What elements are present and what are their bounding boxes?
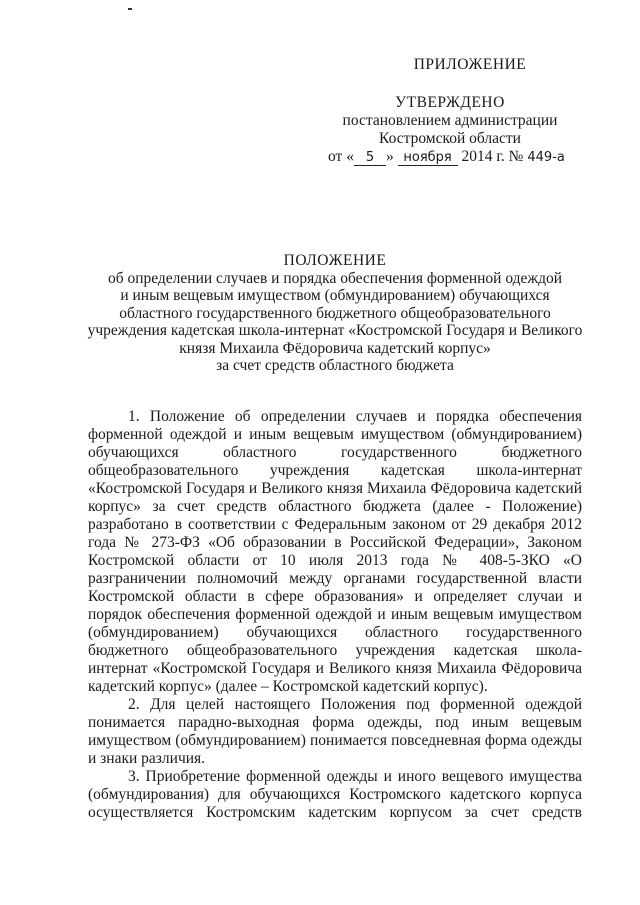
date-mid: » (385, 148, 394, 165)
document-title-block (70, 252, 600, 375)
date-year: 2014 г. № (461, 148, 524, 165)
date-prefix: от « (328, 148, 354, 165)
title-line: и иным вещевым имуществом (обмундированием) обучающихся (120, 287, 550, 304)
scan-mark (128, 8, 132, 10)
appendix-label: ПРИЛОЖЕНИЕ (413, 56, 527, 73)
approval-line-2: Костромской области (379, 130, 521, 147)
approval-block (300, 56, 600, 166)
paragraph-3: 3. Приобретение форменной одежды и иного вещевого имущества (обмундирования) для обучающихся Костромского кадетского корпуса осуществляется Костромским кадетским корпусом за счет средств (88, 768, 582, 821)
title-line: об определении случаев и порядка обеспечения форменной одеждой (107, 269, 563, 287)
paragraph-1: 1. Положение об определении случаев и порядка обеспечения форменной одеждой и иным вещевым имуществом (обмундированием) обучающихся областного государственного бюджетного общеобразовательного учреждения кадетская школа-интернат «Костромской Государя и Великого князя Михаила Фёдоровича кадетский корпус» за счет средств областного бюджета (далее - Положение) разработано в соответствии с Федеральным законом от 29 декабря 2012 года № 273-ФЗ «Об образовании в Российской Федерации», Законом Костромской области от 10 июля 2013 года № 408-5-ЗКО «О разграничении полномочий между органами государственной власти Костромской области в сфере образования» и определяет случаи и порядок обеспечения форменной одеждой и иным вещевым имуществом (обмундированием) обучающихся областного государственного бюджетного общеобразовательного учреждения кадетская школа-интернат «Костромской Государя и Великого князя Михаила Фёдоровича кадетский корпус» (далее – Костромской кадетский корпус). (88, 408, 582, 695)
document-title: ПОЛОЖЕНИЕ (283, 252, 387, 269)
title-line: князя Михаила Фёдоровича кадетский корпус» (179, 339, 491, 357)
document-number: 449-а (527, 150, 565, 165)
title-line: областного государственного бюджетного общеобразовательного (119, 304, 551, 322)
date-month: ноября (398, 150, 458, 166)
title-line: учреждения кадетская школа-интернат «Костромской Государя и Великого (87, 322, 583, 339)
date-day: 5 (354, 150, 386, 166)
title-line: за счет средств областного бюджета (216, 357, 454, 374)
document-body (88, 408, 582, 822)
approved-label: УТВЕРЖДЕНО (395, 94, 505, 111)
paragraph-2: 2. Для целей настоящего Положения под форменной одеждой понимается парадно-выходная форма одежды, под иным вещевым имуществом (обмундированием) понимается повседневная форма одежды и знаки различия. (88, 696, 582, 767)
approval-line-1: постановлением администрации (342, 112, 558, 129)
approval-date-line (300, 148, 600, 166)
